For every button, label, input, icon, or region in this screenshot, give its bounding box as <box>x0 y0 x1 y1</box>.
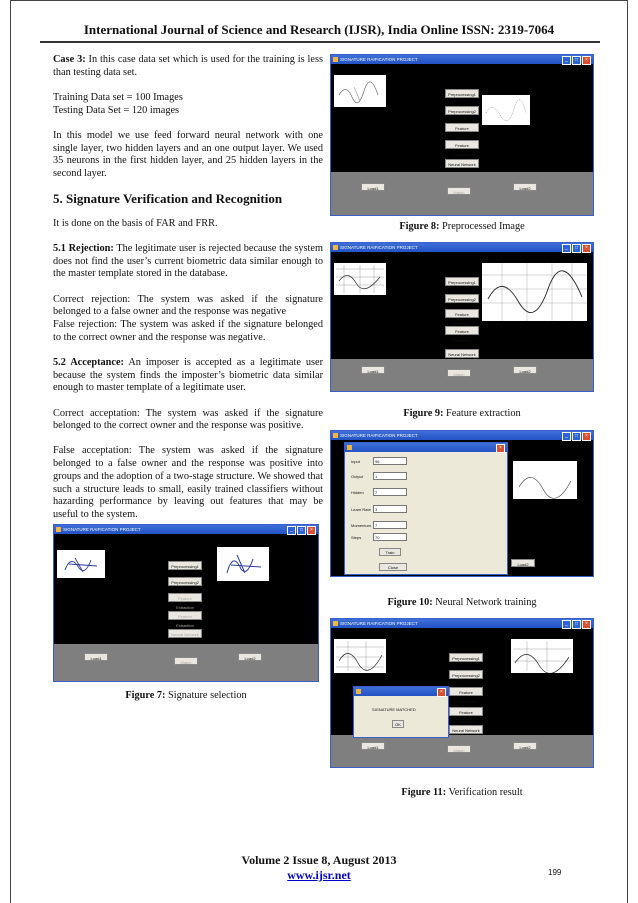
left-column <box>53 54 323 534</box>
dialog-close-icon[interactable]: × <box>437 688 446 697</box>
java-cup-icon <box>333 621 338 626</box>
load2-button[interactable]: Load2 <box>513 366 537 374</box>
testing-set-line: Testing Data Set = 120 images <box>53 104 180 116</box>
window-titlebar <box>331 243 593 252</box>
section5-intro: It is done on the basis of FAR and FRR. <box>53 217 218 229</box>
page-number: 199 <box>548 868 562 877</box>
feature-image-right <box>511 639 573 673</box>
fig7-text: Signature selection <box>165 690 247 701</box>
minimize-icon[interactable]: _ <box>287 526 296 535</box>
feature-grid-icon <box>334 263 386 295</box>
bottom-panel <box>54 644 318 681</box>
train-button[interactable]: Train <box>379 548 401 556</box>
feature-extraction-button-1[interactable]: Feature Extraction <box>168 593 202 602</box>
fig9-text: Feature extraction <box>443 408 521 419</box>
momentum-label: Momentum <box>351 523 372 528</box>
signature-scribble-icon <box>57 550 105 578</box>
nn-training-dialog <box>344 442 508 575</box>
training-set-line: Training Data set = 100 Images <box>53 91 183 103</box>
preprocessing1-button[interactable]: Preprocessing1 <box>445 89 479 98</box>
figure-9-caption <box>330 408 594 419</box>
close-icon[interactable]: × <box>307 526 316 535</box>
result-message: SIGNATURE MATCHED <box>372 707 416 712</box>
window-titlebar <box>331 619 593 628</box>
preprocessing1-button[interactable]: Preprocessing1 <box>168 561 202 570</box>
figure-11-caption <box>330 787 594 798</box>
rejection-paragraph <box>53 243 323 281</box>
feature-grid-icon <box>511 639 573 673</box>
figure-7-caption <box>53 690 319 701</box>
close-button[interactable]: Close <box>379 563 407 571</box>
section5-heading: 5. Signature Verification and Recognition <box>53 191 283 207</box>
neural-network-button[interactable]: Neural Network <box>449 725 483 734</box>
match-button[interactable]: Match <box>447 369 471 377</box>
neural-network-button[interactable]: Neural Network <box>168 629 202 638</box>
load1-button[interactable]: Load1 <box>361 366 385 374</box>
false-rejection: False rejection: The system was asked if the signature belonged to the correct owner and the response was negative. <box>53 319 323 343</box>
fig10-text: Neural Network training <box>432 597 537 608</box>
figure-10-screenshot <box>330 430 594 577</box>
feature-extraction-button-1[interactable]: Feature Extraction <box>445 309 479 318</box>
signature-scribble-icon <box>482 95 530 125</box>
java-cup-icon <box>347 445 352 450</box>
acceptance-text: An imposer is accepted as a legitimate user because the system finds the imposter’s biometric data similar enough to master template of a legitimate user. <box>53 356 323 394</box>
close-icon[interactable]: × <box>582 244 591 253</box>
minimize-icon[interactable]: _ <box>562 244 571 253</box>
feature-image-left <box>334 639 386 673</box>
load2-button[interactable]: Load2 <box>238 653 262 661</box>
figure-8-screenshot <box>330 54 594 216</box>
page-footer <box>0 853 638 883</box>
signature-image-right <box>217 547 269 581</box>
match-button[interactable]: Match <box>174 657 198 665</box>
correct-acceptance: Correct acceptation: The system was asked if the signature belonged to the correct owner and the response was positive. <box>53 407 323 432</box>
fig9-label: Figure 9: <box>403 408 444 419</box>
minimize-icon[interactable]: _ <box>562 56 571 65</box>
dialog-titlebar <box>354 687 448 696</box>
feature-grid-icon <box>482 263 587 321</box>
window-title: SIGNATURE RAIFICATION PROJECT <box>63 527 141 532</box>
close-icon[interactable]: × <box>582 620 591 629</box>
maximize-icon[interactable]: □ <box>572 620 581 629</box>
feature-extraction-button-2[interactable]: Feature Extraction <box>449 707 483 716</box>
learn-rate-label: Learn Rate <box>351 507 371 512</box>
load2-button[interactable]: Load2 <box>513 742 537 750</box>
result-dialog <box>353 686 449 738</box>
load1-button[interactable]: Load1 <box>361 183 385 191</box>
fig8-text: Preprocessed Image <box>439 221 525 232</box>
maximize-icon[interactable]: □ <box>572 432 581 441</box>
maximize-icon[interactable]: □ <box>572 56 581 65</box>
dialog-titlebar <box>345 443 507 452</box>
fig11-text: Verification result <box>446 787 523 798</box>
signature-image-right <box>513 461 577 499</box>
bottom-panel <box>331 172 593 215</box>
match-button[interactable]: Match <box>447 745 471 753</box>
signature-image-right <box>482 95 530 125</box>
figure-11-screenshot <box>330 618 594 768</box>
fig8-label: Figure 8: <box>399 221 440 232</box>
java-cup-icon <box>356 689 361 694</box>
case3-text: In this case data set which is used for the training is less than testing data set. <box>53 54 323 78</box>
feature-image-left <box>334 263 386 295</box>
preprocessing2-button[interactable]: Preprocessing2 <box>445 294 479 303</box>
fig10-label: Figure 10: <box>387 597 433 608</box>
rejection-text: The legitimate user is rejected because the system does not find the user’s current biometric data similar enough to the master template stored in the database. <box>53 243 323 280</box>
figure-10-caption <box>330 597 594 608</box>
false-acceptance: False acceptation: The system was asked if the signature belonged to a false owner and the response was positive into groups and the adoption of a two-stage structure. We showed that such a structure leads to small, easily trained classifiers without hazarding performance by leaving out features that may be useful to the system. <box>53 445 323 520</box>
fig11-label: Figure 11: <box>401 787 447 798</box>
hidden-label: Hidden <box>351 490 364 495</box>
steps-label: Steps <box>351 535 362 540</box>
case3-paragraph <box>53 54 323 79</box>
neural-network-button[interactable]: Neural Network <box>445 159 479 168</box>
preprocessing2-button[interactable]: Preprocessing2 <box>445 106 479 115</box>
learn-rate-field[interactable]: 3 <box>373 505 407 513</box>
window-titlebar <box>331 431 593 440</box>
signature-image-left <box>334 75 386 107</box>
preprocessing2-button[interactable]: Preprocessing2 <box>168 577 202 586</box>
load1-button[interactable]: Load1 <box>361 742 385 750</box>
preprocessing2-button[interactable]: Preprocessing2 <box>449 670 483 679</box>
input-label: Input <box>351 459 360 464</box>
feature-extraction-button-1[interactable]: Feature Extraction <box>445 123 479 132</box>
maximize-icon[interactable]: □ <box>297 526 306 535</box>
fig7-label: Figure 7: <box>125 690 166 701</box>
figure-7-screenshot <box>53 524 319 682</box>
signature-scribble-icon <box>334 75 386 107</box>
bottom-panel <box>331 359 593 391</box>
output-label: Output <box>351 474 364 479</box>
java-cup-icon <box>56 527 61 532</box>
java-cup-icon <box>333 57 338 62</box>
java-cup-icon <box>333 245 338 250</box>
input-field[interactable]: 96 <box>373 457 407 465</box>
acceptance-label: 5.2 Acceptance: <box>53 356 124 368</box>
signature-scribble-icon <box>513 461 577 499</box>
preprocessing1-button[interactable]: Preprocessing1 <box>449 653 483 662</box>
ok-button[interactable]: OK <box>392 720 404 728</box>
minimize-icon[interactable]: _ <box>562 432 571 441</box>
output-field[interactable]: 1 <box>373 472 407 480</box>
feature-image-right <box>482 263 587 321</box>
feature-extraction-button-2[interactable]: Feature Extraction <box>445 326 479 335</box>
figure-9-screenshot <box>330 242 594 392</box>
load2-button[interactable]: Load2 <box>513 183 537 191</box>
hidden-field[interactable]: 7 <box>373 488 407 496</box>
load1-button[interactable]: Load1 <box>84 653 108 661</box>
signature-scribble-icon <box>217 547 269 581</box>
correct-rejection: Correct rejection: The system was asked if the signature belonged to a false owner and the response was negative <box>53 293 323 318</box>
window-title: SIGNATURE RAIFICATION PROJECT <box>340 245 418 250</box>
bottom-panel <box>331 735 593 767</box>
steps-field[interactable]: 70 <box>373 533 407 541</box>
minimize-icon[interactable]: _ <box>562 620 571 629</box>
window-title: SIGNATURE RAIFICATION PROJECT <box>340 57 418 62</box>
feature-extraction-button-2[interactable]: Feature Extraction <box>168 611 202 620</box>
window-title: SIGNATURE RAIFICATION PROJECT <box>340 433 418 438</box>
case3-label: Case 3: <box>53 54 86 65</box>
rejection-label: 5.1 Rejection: <box>53 243 114 255</box>
model-paragraph: In this model we use feed forward neural network with one single layer, two hidden layers and an one output layer. We used 35 neurons in the first hidden layer, and 25 hidden layers in the second layer. <box>53 129 323 179</box>
acceptance-paragraph <box>53 357 323 395</box>
maximize-icon[interactable]: □ <box>572 244 581 253</box>
journal-url-link[interactable]: www.ijsr.net <box>287 868 351 882</box>
preprocessing1-button[interactable]: Preprocessing1 <box>445 277 479 286</box>
figure-8-caption <box>330 221 594 232</box>
load2-button[interactable]: Load2 <box>511 559 535 567</box>
signature-image-left <box>57 550 105 578</box>
window-titlebar <box>54 525 318 534</box>
window-title: SIGNATURE RAIFICATION PROJECT <box>340 621 418 626</box>
close-icon[interactable]: × <box>582 56 591 65</box>
feature-grid-icon <box>334 639 386 673</box>
window-titlebar <box>331 55 593 64</box>
close-icon[interactable]: × <box>582 432 591 441</box>
feature-extraction-button-2[interactable]: Feature Extraction <box>445 140 479 149</box>
dialog-close-icon[interactable]: × <box>496 444 505 453</box>
match-button[interactable]: Match <box>447 187 471 195</box>
java-cup-icon <box>333 433 338 438</box>
momentum-field[interactable]: 7 <box>373 521 407 529</box>
issue-line: Volume 2 Issue 8, August 2013 <box>241 853 397 867</box>
header-rule <box>40 41 600 43</box>
neural-network-button[interactable]: Neural Network <box>445 349 479 358</box>
journal-header: International Journal of Science and Research (IJSR), India Online ISSN: 2319-7064 <box>83 22 555 37</box>
feature-extraction-button-1[interactable]: Feature Extraction <box>449 687 483 696</box>
